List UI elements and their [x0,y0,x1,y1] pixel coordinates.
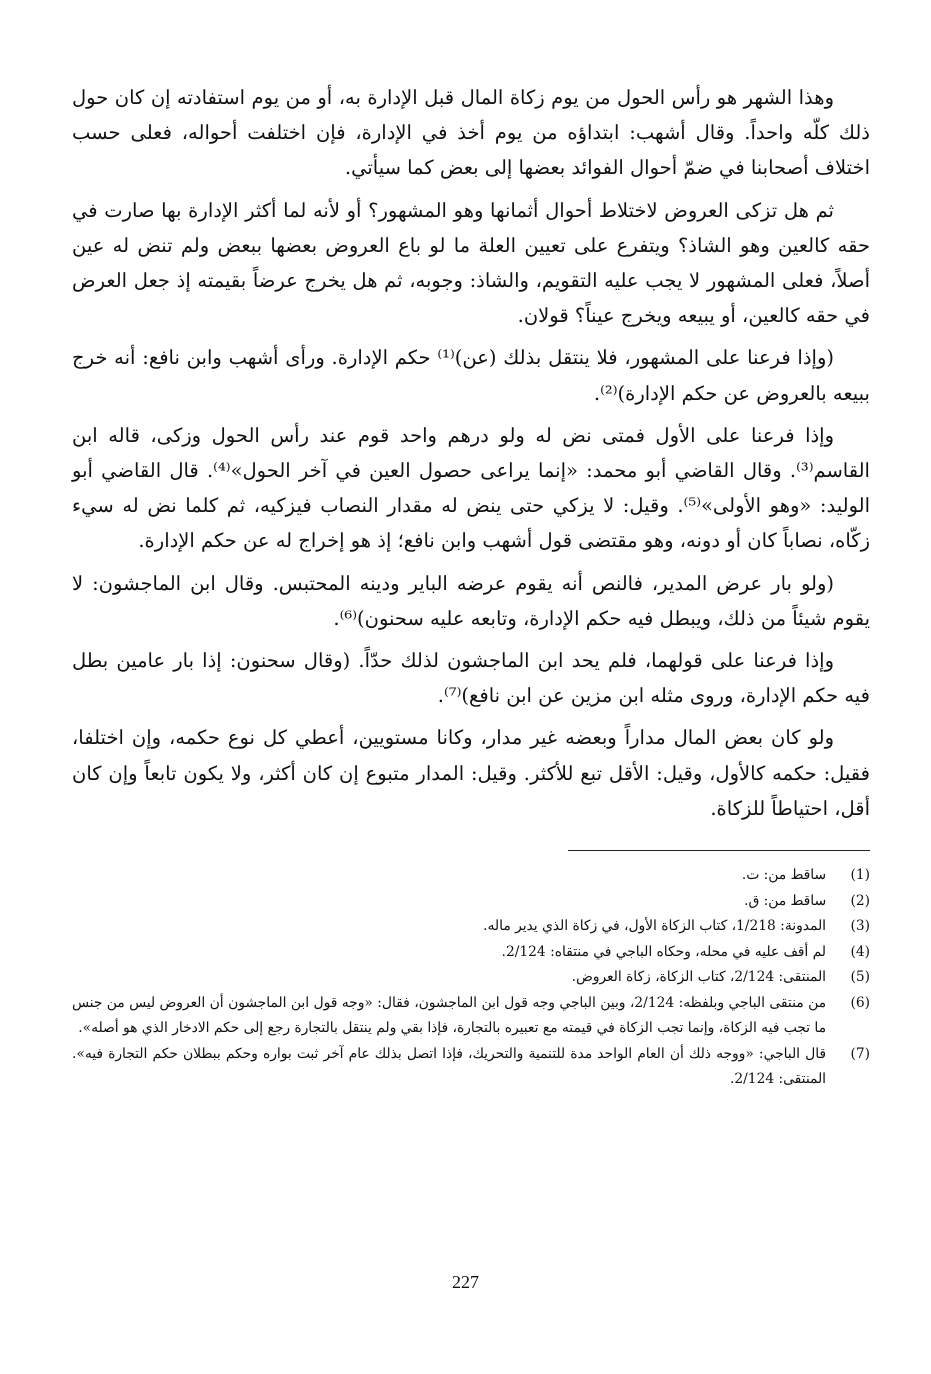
page-body [72,80,870,1093]
footnote [72,965,870,991]
paragraph-4: وإذا فرعنا على الأول فمتى نض له ولو درهم واحد قوم عند رأس الحول وزكى، قاله ابن القاسم⁽³⁾. وقال القاضي أبو محمد: «إنما يراعى حصول العين في آخر الحول»⁽⁴⁾. قال القاضي أبو الوليد: «وهو الأولى»⁽⁵⁾. وقيل: لا يزكي حتى ينض له مقدار النصاب فيزكيه، ثم كلما نض له سيء زكّاه، نصاباً كان أو دونه، وهو مقتضى قول أشهب وابن نافع؛ إذ هو إخراج له عن حكم الإدارة. [72,423,870,553]
footnote-number: (7) [850,1045,870,1062]
footnote-text: المدونة: 1/218، كتاب الزكاة الأول، في زكاة الذي يدير ماله. [483,918,826,935]
footnote-number: (3) [850,918,870,935]
footnote [72,991,870,1042]
footnote-text: قال الباجي: «ووجه ذلك أن العام الواحد مدة للتنمية والتحريك، فإذا اتصل بذلك عام آخر ثبت بواره وحكم ببطلان حكم التجارة فيه». المنتقى: 2/124. [72,1045,826,1088]
footnote [72,940,870,966]
footnote-number: (5) [850,969,870,986]
footnote [72,863,870,889]
footnote-text: من منتقى الباجي وبلفظه: 2/124، وبين الباجي وجه قول ابن الماجشون، فقال: «وجه قول ابن الماجشون أن العروض ليس من جنس ما تجب فيه الزكاة، وإنما تجب الزكاة في قيمته مع تعبيره بالتجارة، فإذا بقي ولم ينتقل بالتجارة رجع إلى حكم الادخار الذي هو أصله». [72,994,826,1037]
footnote-text: لم أقف عليه في محله، وحكاه الباجي في منتقاه: 2/124. [501,943,826,960]
footnote-divider [568,850,870,851]
paragraph-7: ولو كان بعض المال مداراً وبعضه غير مدار، وكانا مستويين، أعطي كل نوع حكمه، وإن اختلفا، فقيل: حكمه كالأول، وقيل: الأقل تبع للأكثر. وقيل: المدار متبوع إن كان أكثر، ولا يكون تابعاً وإن كان أقل، احتياطاً للزكاة. [72,726,870,820]
page-number: 227 [452,1272,479,1292]
footnote-number: (6) [850,994,870,1011]
paragraph-3: (وإذا فرعنا على المشهور، فلا ينتقل بذلك (عن)⁽¹⁾ حكم الإدارة. ورأى أشهب وابن نافع: أنه خرج ببيعه بالعروض عن حكم الإدارة)⁽²⁾. [72,346,870,405]
footnote-number: (4) [850,943,870,960]
footnote-number: (2) [850,892,870,909]
paragraph-6: وإذا فرعنا على قولهما، فلم يحد ابن الماجشون لذلك حدّاً. (وقال سحنون: إذا بار عامين بطل فيه حكم الإدارة، وروى مثله ابن مزين عن ابن نافع)⁽⁷⁾. [72,649,870,708]
footnote-text: ساقط من: ق. [744,892,826,909]
footnote [72,914,870,940]
paragraph-2: ثم هل تزكى العروض لاختلاط أحوال أثمانها وهو المشهور؟ أو لأنه لما أكثر الإدارة بها صارت في حقه كالعين وهو الشاذ؟ ويتفرع على تعيين العلة ما لو باع العروض بعضها ببعض ولم تنض له عين أصلاً، فعلى المشهور لا يجب عليه التقويم، والشاذ: وجوبه، ثم هل يخرج عرضاً بقيمته إذ جعل العرض في حقه كالعين، أو يبيعه ويخرج عيناً؟ قولان. [72,198,870,328]
paragraph-1: وهذا الشهر هو رأس الحول من يوم زكاة المال قبل الإدارة به، أو من يوم استفادته إن كان حول ذلك كلّه واحداً. وقال أشهب: ابتداؤه من يوم أخذ في الإدارة، فإن اختلفت أحواله، فعلى حسب اختلاف أصحابنا في ضمّ أحوال الفوائد بعضها إلى بعض كما سيأتي. [72,86,870,180]
footnote-number: (1) [850,867,870,884]
footnote [72,1042,870,1093]
footnote-text: المنتقى: 2/124، كتاب الزكاة، زكاة العروض. [571,969,826,986]
footnote-text: ساقط من: ت. [741,867,826,884]
footnotes [72,863,870,1093]
footnote [72,889,870,915]
paragraph-5: (ولو بار عرض المدير، فالنص أنه يقوم عرضه الباير ودينه المحتبس. وقال ابن الماجشون: لا يقوم شيئاً من ذلك، ويبطل فيه حكم الإدارة، وتابعه عليه سحنون)⁽⁶⁾. [72,571,870,630]
